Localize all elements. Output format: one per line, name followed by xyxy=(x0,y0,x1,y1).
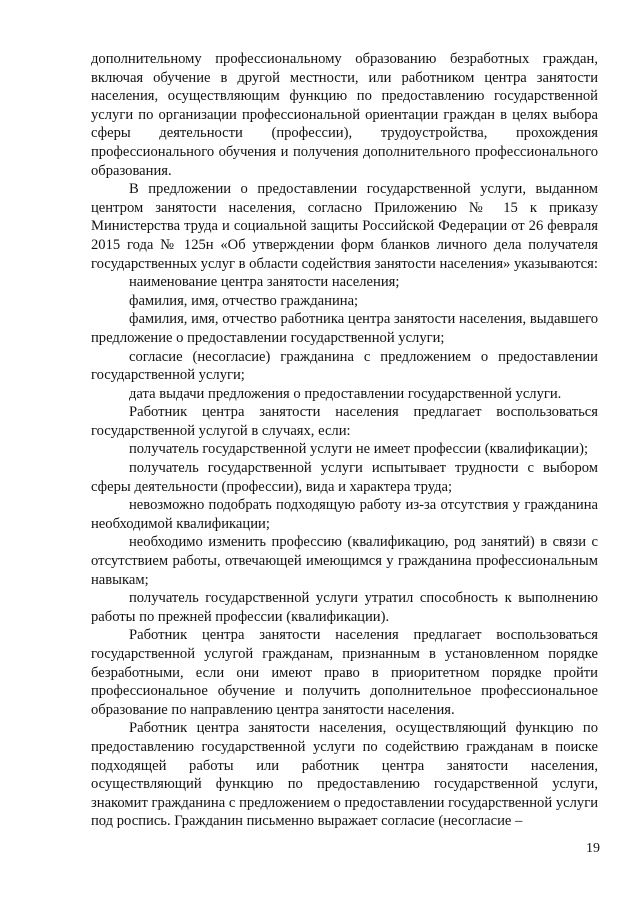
list-item: невозможно подобрать подходящую работу из-за отсутствия у гражданина необходимой квалификации; xyxy=(91,497,598,532)
list-item: получатель государственной услуги не имеет профессии (квалификации); xyxy=(129,441,589,458)
page-number: 19 xyxy=(586,841,600,856)
list-item: получатель государственной услуги утратил способность к выполнению работы по прежней профессии (квалификации). xyxy=(91,590,598,625)
list-item: фамилия, имя, отчество работника центра занятости населения, выдавшего предложение о предоставлении государственной услуги; xyxy=(91,311,598,346)
paragraph: Работник центра занятости населения предлагает воспользоваться государственной услугой в случаях, если: xyxy=(91,404,598,439)
document-body xyxy=(91,50,598,831)
paragraph: В предложении о предоставлении государственной услуги, выданном центром занятости населения, согласно Приложению № 15 к приказу Министерства труда и социальной защиты Российской Федерации от 26 февраля 2015 года № 125н «Об утверждении форм бланков личного дела получателя государственных услуг в области содействия занятости населения» указываются: xyxy=(91,181,598,272)
list-item: необходимо изменить профессию (квалификацию, род занятий) в связи с отсутствием работы, отвечающей имеющимся у гражданина профессиональным навыкам; xyxy=(91,534,598,588)
list-item: получатель государственной услуги испытывает трудности с выбором сферы деятельности (профессии), вида и характера труда; xyxy=(91,460,598,495)
list-item: согласие (несогласие) гражданина с предложением о предоставлении государственной услуги; xyxy=(91,348,598,384)
paragraph: дополнительному профессиональному образованию безработных граждан, включая обучение в другой местности, или работником центра занятости населения, осуществляющим функцию по предоставлению государственной услуги по организации профессиональной ориентации граждан в целях выбора сферы деятельности (профессии), трудоустройства, прохождения профессионального обучения и получения дополнительного профессионального образования. xyxy=(91,51,598,179)
paragraph: Работник центра занятости населения, осуществляющий функцию по предоставлению государственной услуги по содействию гражданам в поиске подходящей работы или работник центра занятости населения, осуществляющий функцию по предоставлению государственной услуги, знакомит гражданина с предложением о предоставлении государственной услуги под роспись. Гражданин письменно выражает согласие (несогласие – xyxy=(91,720,598,830)
paragraph: Работник центра занятости населения предлагает воспользоваться государственной услугой гражданам, признанным в установленном порядке безработными, если они имеют право в приоритетном порядке пройти профессиональное обучение и получить дополнительное профессиональное образование по направлению центра занятости населения. xyxy=(91,627,598,718)
list-item: фамилия, имя, отчество гражданина; xyxy=(129,292,359,309)
list-item: дата выдачи предложения о предоставлении государственной услуги. xyxy=(129,385,562,402)
list-item: наименование центра занятости населения; xyxy=(129,274,400,291)
